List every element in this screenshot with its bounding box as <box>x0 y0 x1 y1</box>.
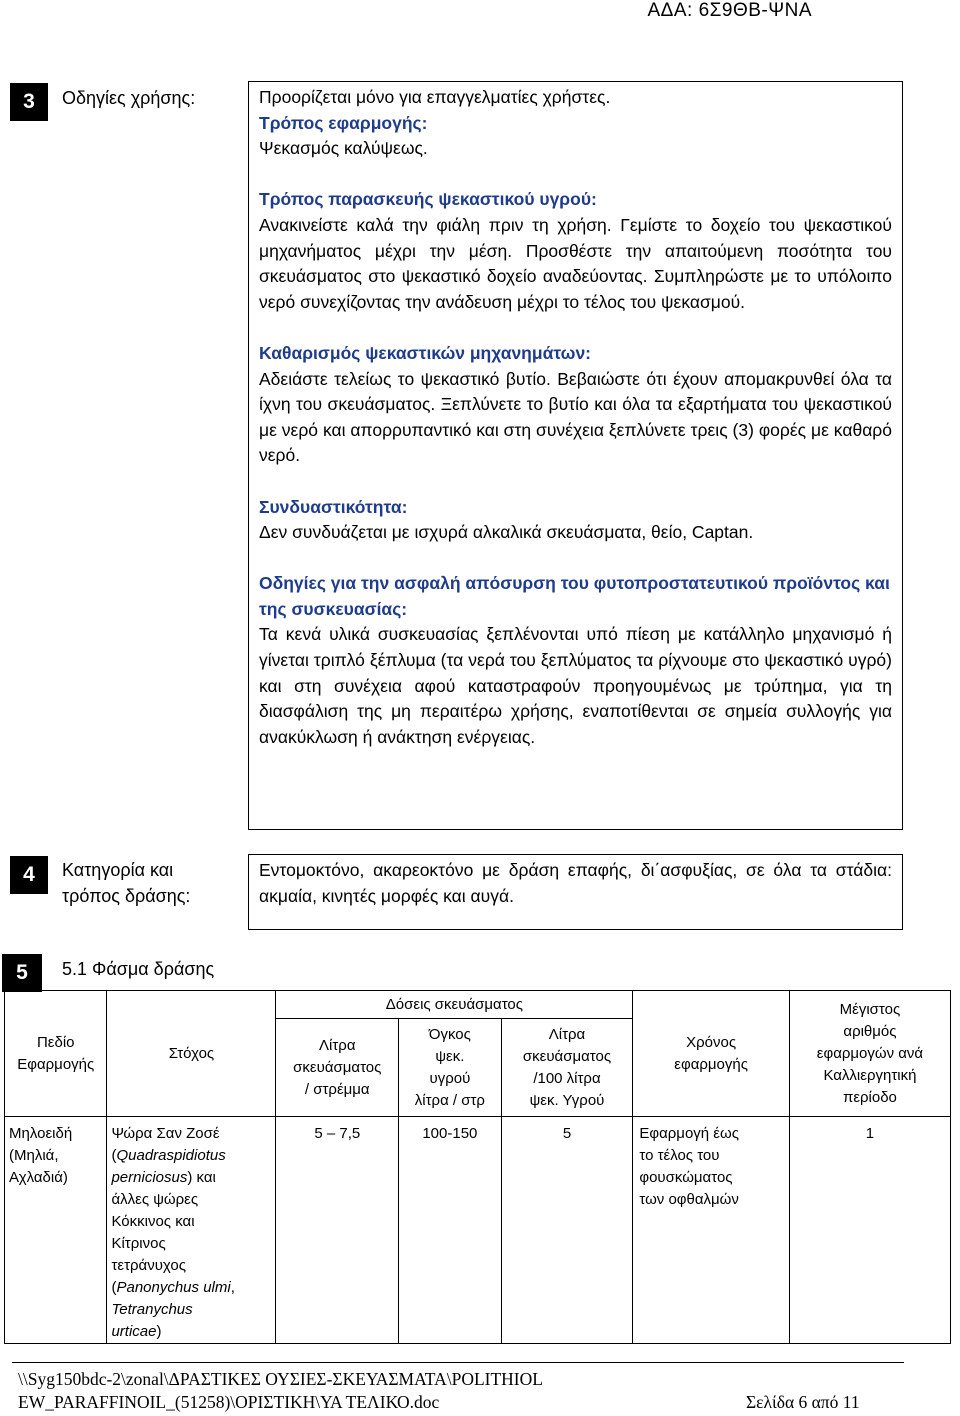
footer-rule <box>12 1362 904 1363</box>
header-doses: Δόσεις σκευάσματος <box>276 991 633 1019</box>
header-time: Χρόνος εφαρμογής <box>633 991 790 1117</box>
method-text: Ψεκασμός καλύψεως. <box>259 138 428 159</box>
cell-max-applications: 1 <box>789 1117 950 1344</box>
cell-litres-per-stremma: 5 – 7,5 <box>276 1117 399 1344</box>
header-litres-per-stremma: Λίτρα σκευάσματος / στρέμμα <box>276 1019 399 1117</box>
section-4-number: 4 <box>10 856 48 894</box>
section-4-label <box>62 857 190 909</box>
footer-path-line2: EW_PARAFFINOIL_(51258)\ΟΡΙΣΤΙΚΗ\ΥΑ ΤΕΛΙΚΟ.doc <box>18 1392 440 1412</box>
intro-text: Προορίζεται μόνο για επαγγελματίες χρήστες. <box>259 87 611 107</box>
section-3-label: Οδηγίες χρήσης: <box>62 88 196 108</box>
preparation-heading: Τρόπος παρασκευής ψεκαστικού υγρού: <box>259 189 597 210</box>
disposal-heading: Οδηγίες για την ασφαλή απόσυρση του φυτοπροστατευτικού προϊόντος και της συσκευασίας: <box>259 573 890 619</box>
footer-path-line1: \\Syg150bdc-2\zonal\ΔΡΑΣΤΙΚΕΣ ΟΥΣΙΕΣ-ΣΚΕΥΑΣΜΑΤΑ\POLITHIOL <box>18 1369 543 1389</box>
section-4-label-line2: τρόπος δράσης: <box>62 886 191 906</box>
section-5-number: 5 <box>2 954 42 992</box>
header-field: Πεδίο Εφαρμογής <box>5 991 107 1117</box>
section-3-box <box>248 81 903 830</box>
section-5-title: 5.1 Φάσμα δράσης <box>62 959 215 979</box>
footer-page-number: Σελίδα 6 από 11 <box>746 1392 860 1412</box>
header-target: Στόχος <box>107 991 276 1117</box>
preparation-text: Ανακινείστε καλά την φιάλη πριν τη χρήση. Γεμίστε το δοχείο του ψεκαστικού μηχανήματος μέχρι την μέση. Προσθέστε την απαιτούμενη ποσότητα του σκευάσματος στο ψεκαστικό δοχείο αναδεύοντας. Συμπληρώστε με το υπόλοιπο νερό συνεχίζοντας την ανάδευση μέχρι το τέλος του ψεκασμού. <box>259 214 892 312</box>
disposal-text: Τα κενά υλικά συσκευασίας ξεπλένονται υπό πίεση με κατάλληλο μηχανισμό ή γίνεται τριπλό ξέπλυμα (τα νερά του ξεπλύματος τα ρίχνουμε στο ψεκαστικό υγρό) και στη συνέχεια αφού καταστραφούν προηγουμένως με τρύπημα, για τη διασφάλιση της μη περαιτέρω χρήσης, εναποτίθενται σε σημεία συλλογής για ανακύκλωση ή ανάκτηση ενέργειας. <box>259 624 892 747</box>
cell-field: Μηλοειδή (Μηλιά, Αχλαδιά) <box>5 1117 107 1344</box>
compatibility-text: Δεν συνδυάζεται με ισχυρά αλκαλικά σκευάσματα, θείο, Captan. <box>259 522 754 543</box>
cell-target: Ψώρα Σαν Ζοσέ (Quadraspidiotus perniciosus) και άλλες ψώρες Κόκκινος και Κίτρινος τετράνυχος (Panonychus ulmi, Tetranychus urticae) <box>107 1117 276 1344</box>
header-spray-volume: Όγκος ψεκ. υγρού λίτρα / στρ <box>399 1019 501 1117</box>
cell-spray-volume: 100-150 <box>399 1117 501 1344</box>
cleaning-text: Αδειάστε τελείως το ψεκαστικό βυτίο. Βεβαιώστε ότι έχουν απομακρυνθεί όλα τα ίχνη του σκευάσματος. Ξεπλύνετε το βυτίο και όλα τα εξαρτήματα του ψεκαστικού με νερό και απορρυπαντικό και στη συνέχεια ξεπλύνετε τρεις (3) φορές με καθαρό νερό. <box>259 368 892 466</box>
cleaning-heading: Καθαρισμός ψεκαστικών μηχανημάτων: <box>259 342 592 363</box>
header-litres-per-100: Λίτρα σκευάσματος /100 λίτρα ψεκ. Υγρού <box>501 1019 633 1117</box>
section-4-text: Εντομοκτόνο, ακαρεοκτόνο με δράση επαφής, δι΄ασφυξίας, σε όλα τα στάδια: ακμαία, κινητές μορφές και αυγά. <box>259 860 892 906</box>
section-4-label-line1: Κατηγορία και <box>62 860 174 880</box>
cell-time: Εφαρμογή έως το τέλος του φουσκώματος των οφθαλμών <box>633 1117 790 1344</box>
spectrum-table <box>4 990 951 1344</box>
section-3-number: 3 <box>10 83 48 121</box>
section-4-box <box>248 854 903 930</box>
method-heading: Τρόπος εφαρμογής: <box>259 112 428 133</box>
document-ada-code: ΑΔΑ: 6Σ9ΘΒ-ΨΝΑ <box>647 0 812 21</box>
cell-litres-per-100: 5 <box>501 1117 633 1344</box>
compatibility-heading: Συνδυαστικότητα: <box>259 496 408 517</box>
header-max-applications: Μέγιστος αριθμός εφαρμογών ανά Καλλιεργητική περίοδο <box>789 991 950 1117</box>
